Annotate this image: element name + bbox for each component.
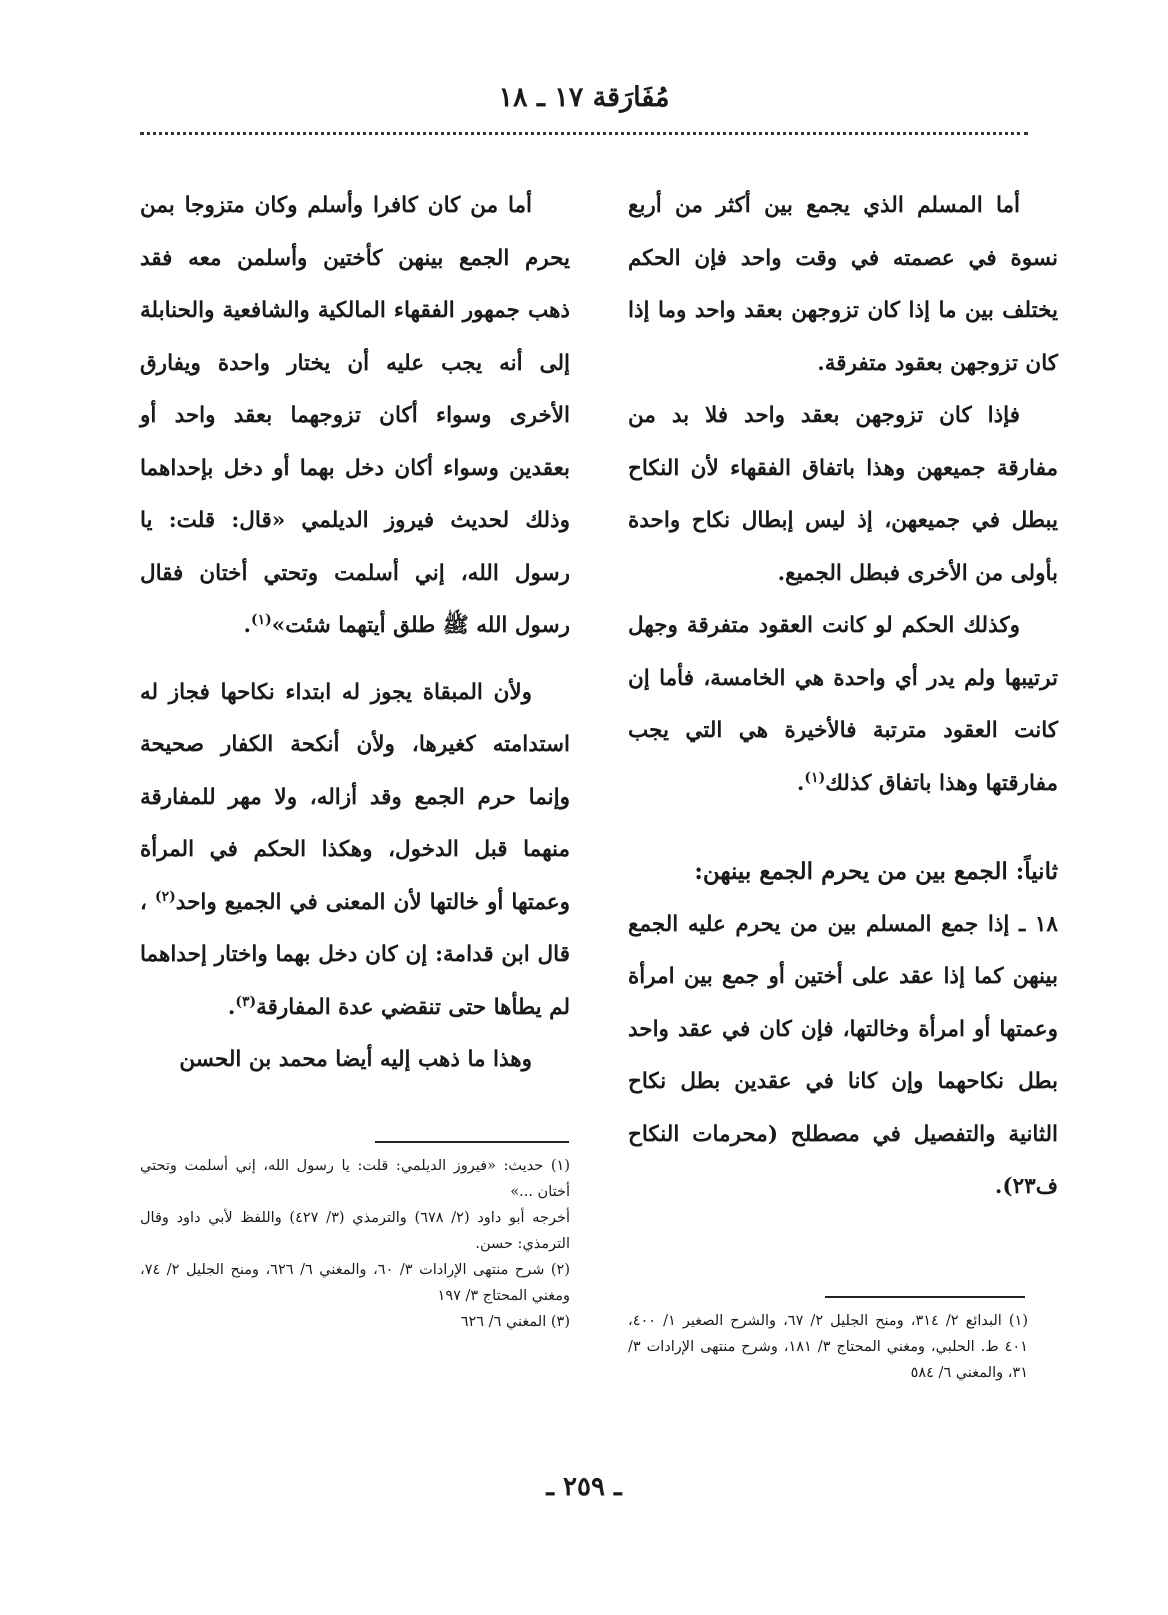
page-number: ـ ٢٥٩ ـ	[546, 1472, 622, 1502]
footnote-item: (١) حديث: «فيروز الديلمي: قلت: يا رسول الله، إني أسلمت وتحتي أختان ...»	[140, 1158, 570, 1200]
section-18-text: إذا جمع المسلم بين من يحرم عليه الجمع بينهن كما إذا عقد على أختين أو جمع بين امرأة وعمتها أو امرأة وخالتها، فإن كان في عقد واحد بطل نكاحهما وإن كانا في عقدين بطل نكاح الثانية والتفصيل في مصطلح (محرمات النكاح ف٢٣).	[628, 911, 1058, 1199]
footnote-item: (٢) شرح منتهى الإرادات ٣/ ٦٠، والمغني ٦/ ٦٢٦، ومنح الجليل ٢/ ٧٤، ومغني المحتاج ٣/ ١٩٧	[140, 1262, 571, 1304]
footnote-ref: (٣)	[235, 993, 257, 1010]
section-heading: ثانياً: الجمع بين من يحرم الجمع بينهن:	[694, 858, 1058, 885]
footnote-item: (١) البدائع ٢/ ٣١٤، ومنح الجليل ٢/ ٦٧، والشرح الصغير ١/ ٤٠٠، ٤٠١ ط. الحلبي، ومغني المحتاج ٣/ ١٨١، وشرح منتهى الإرادات ٣/ ٣١، والمغني ٦/ ٥٨٤	[628, 1313, 1029, 1381]
right-paragraph-3: وكذلك الحكم لو كانت العقود متفرقة وجهل ترتيبها ولم يدر أي واحدة هي الخامسة، فأما إن كانت العقود مترتبة فالأخيرة هي التي يجب مفارقتها وهذا باتفاق كذلك$^{(١)}$.	[628, 613, 1058, 796]
left-footnotes	[140, 1153, 570, 1335]
right-column	[628, 180, 1058, 1214]
left-column	[140, 180, 570, 1087]
footnote-ref: (٢)	[155, 888, 176, 905]
right-paragraph-2: فإذا كان تزوجهن بعقد واحد فلا بد من مفارقة جميعهن وهذا باتفاق الفقهاء لأن النكاح يبطل في جميعهن، إذ ليس إبطال نكاح واحدة بأولى من الأخرى فبطل الجميع.	[628, 403, 1058, 586]
left-paragraph-3: وهذا ما ذهب إليه أيضا محمد بن الحسن	[179, 1047, 532, 1072]
right-footnotes	[628, 1308, 1028, 1386]
left-paragraph-1: أما من كان كافرا وأسلم وكان متزوجا بمن يحرم الجمع بينهن كأختين وأسلمن معه فقد ذهب جمهور الفقهاء المالكية والشافعية والحنابلة إلى أنه يجب عليه أن يختار واحدة ويفارق الأخرى وسواء أكان تزوجهما بعقد واحد أو بعقدين وسواء أكان دخل بهما أو دخل بإحداهما وذلك لحديث فيروز الديلمي «قال: قلت: يا رسول الله، إني أسلمت وتحتي أختان فقال رسول الله ﷺ طلق أيتهما شئت»$^{(١)}$.	[140, 193, 570, 638]
footnote-ref: (١)	[250, 611, 272, 628]
footnote-separator-right	[825, 1296, 1025, 1298]
left-paragraph-2-text-a: ولأن المبقاة يجوز له ابتداء نكاحها فجاز له استدامته كغيرها، ولأن أنكحة الكفار صحيحة وإنما حرم الجمع وقد أزاله، ولا مهر للمفارقة منهما قبل الدخول، وهكذا الحكم في المرأة وعمتها أو خالتها لأن المعنى في الجميع واحد	[140, 679, 570, 915]
section-number: ١٨ ـ	[1018, 911, 1058, 937]
footnote-item: أخرجه أبو داود (٢/ ٦٧٨) والترمذي (٣/ ٤٢٧) واللفظ لأبي داود وقال الترمذي: حسن.	[140, 1210, 571, 1252]
left-paragraph-1-text: أما من كان كافرا وأسلم وكان متزوجا بمن يحرم الجمع بينهن كأختين وأسلمن معه فقد ذهب جمهور الفقهاء المالكية والشافعية والحنابلة إلى أنه يجب عليه أن يختار واحدة ويفارق الأخرى وسواء أكان تزوجهما بعقد واحد أو بعقدين وسواء أكان دخل بهما أو دخل بإحداهما وذلك لحديث فيروز الديلمي «قال: قلت: يا رسول الله، إني أسلمت وتحتي أختان فقال رسول الله ﷺ طلق أيتهما شئت»	[140, 193, 570, 638]
left-paragraph-2-text-b: ، قال ابن قدامة: إن كان دخل بهما واختار إحداهما لم يطأها حتى تنقضي عدة المفارقة	[140, 889, 570, 1020]
page-header-title: مُفَارَقة ١٧ ـ ١٨	[498, 82, 670, 113]
footnote-ref: (١)	[804, 769, 826, 786]
header-dotted-rule	[140, 132, 1028, 135]
section-18-paragraph	[628, 899, 1058, 1214]
right-paragraph-1: أما المسلم الذي يجمع بين أكثر من أربع نسوة في عصمته في وقت واحد فإن الحكم يختلف بين ما إذا كان تزوجهن بعقد واحد وما إذا كان تزوجهن بعقود متفرقة.	[628, 193, 1058, 376]
footnote-item: (٣) المغني ٦/ ٦٢٦	[460, 1314, 570, 1330]
left-paragraph-2: ولأن المبقاة يجوز له ابتداء نكاحها فجاز له استدامته كغيرها، ولأن أنكحة الكفار صحيحة وإنما حرم الجمع وقد أزاله، ولا مهر للمفارقة منهما قبل الدخول، وهكذا الحكم في المرأة وعمتها أو خالتها لأن المعنى في الجميع واحد$^{(٢)}$ ، قال ابن قدامة: إن كان دخل بهما واختار إحداهما لم يطأها حتى تنقضي عدة المفارقة$^{(٣)}$.	[140, 679, 570, 1020]
footnote-separator-left	[375, 1141, 569, 1143]
right-paragraph-3-text: وكذلك الحكم لو كانت العقود متفرقة وجهل ترتيبها ولم يدر أي واحدة هي الخامسة، فأما إن كانت العقود مترتبة فالأخيرة هي التي يجب مفارقتها وهذا باتفاق كذلك	[628, 613, 1058, 796]
